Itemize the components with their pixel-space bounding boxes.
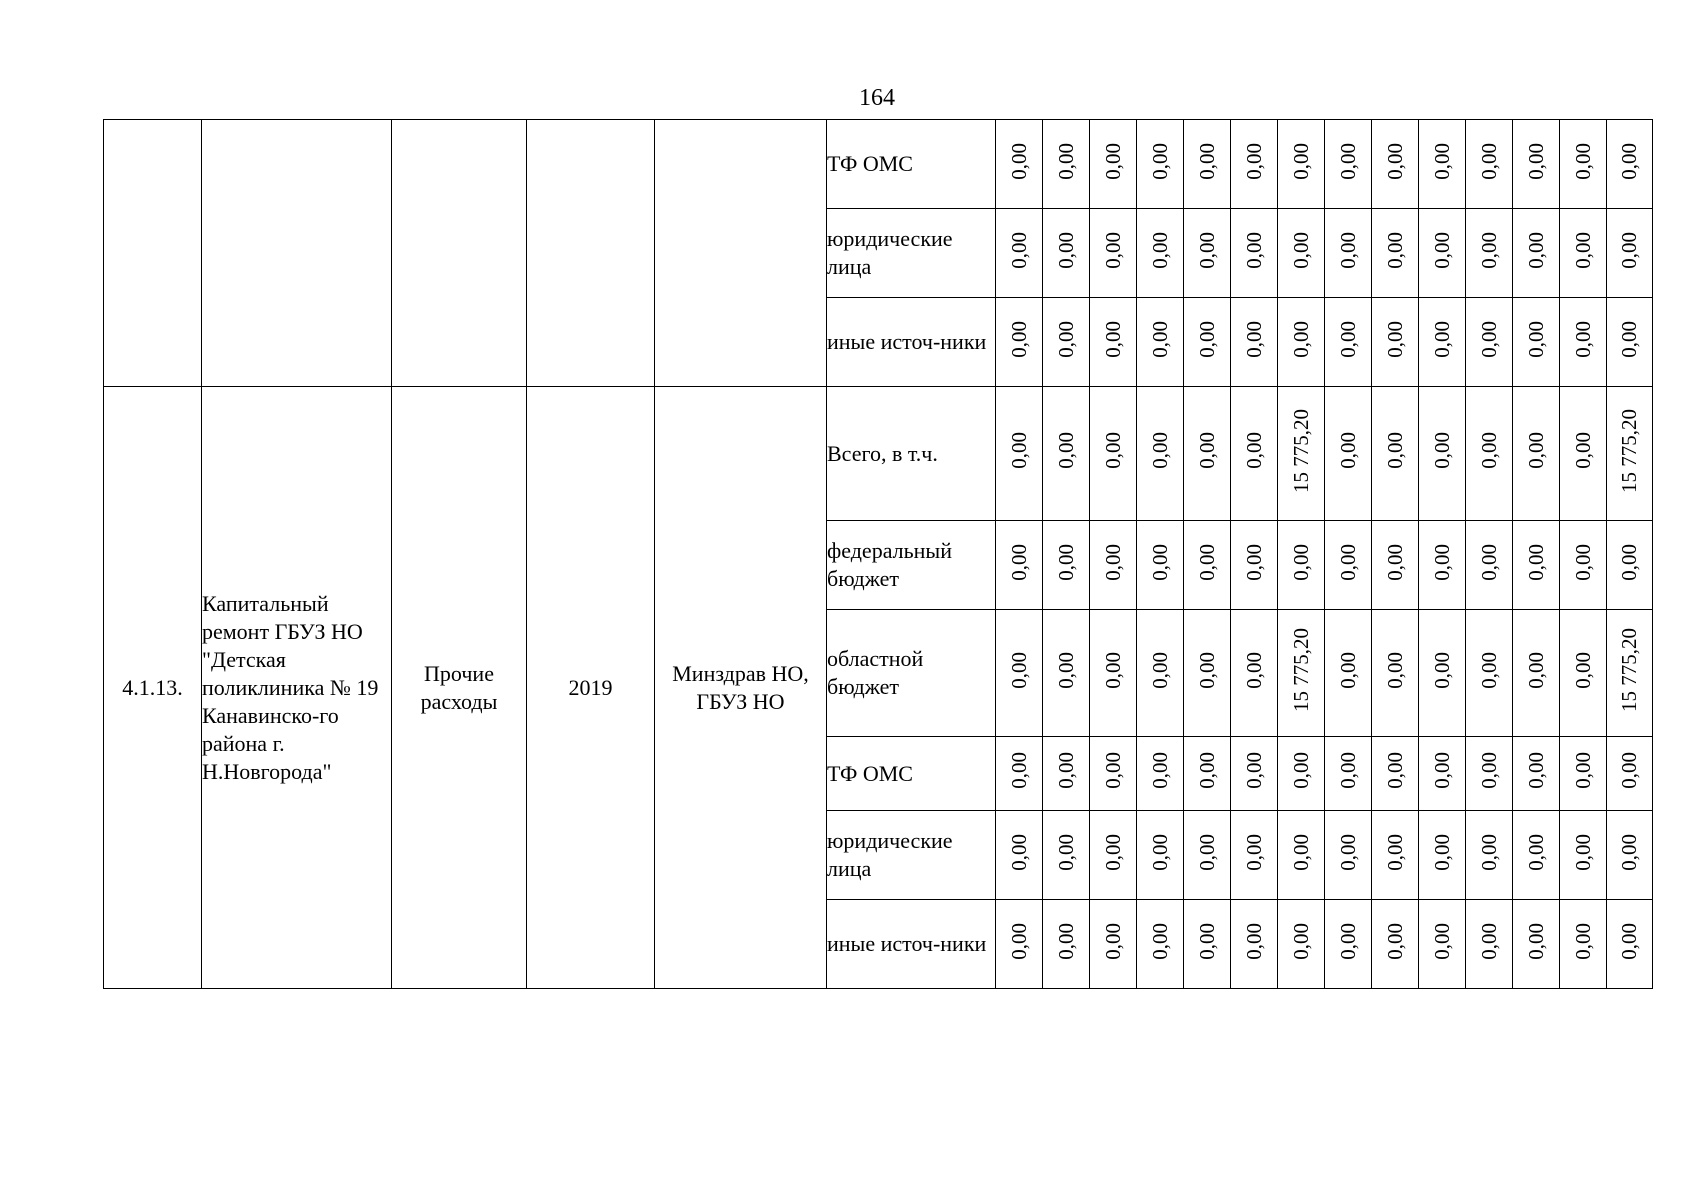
value-cell: 0,00	[1476, 651, 1501, 689]
value-cell: 0,00	[1241, 922, 1266, 960]
cont-type-cell	[392, 120, 527, 387]
value-cell: 0,00	[1382, 320, 1407, 358]
value-cell: 0,00	[1288, 320, 1313, 358]
value-cell: 0,00	[1006, 922, 1031, 960]
value-cell: 0,00	[1100, 231, 1125, 269]
value-cell: 0,00	[1335, 651, 1360, 689]
value-cell: 0,00	[1429, 651, 1454, 689]
funding-source: иные источ-ники	[827, 900, 996, 989]
value-cell: 0,00	[1288, 833, 1313, 871]
value-cell: 0,00	[1100, 752, 1125, 789]
value-cell: 0,00	[1147, 142, 1172, 180]
value-cell: 0,00	[1476, 752, 1501, 789]
value-cell: 0,00	[1429, 320, 1454, 358]
value-cell: 0,00	[1053, 752, 1078, 789]
budget-table	[103, 119, 1653, 989]
value-cell: 0,00	[1006, 543, 1031, 581]
value-cell: 0,00	[1523, 231, 1548, 269]
value-cell: 0,00	[1382, 142, 1407, 180]
value-cell: 0,00	[1053, 320, 1078, 358]
value-cell: 0,00	[1476, 231, 1501, 269]
value-cell: 0,00	[1194, 922, 1219, 960]
value-cell: 0,00	[1194, 142, 1219, 180]
value-cell: 0,00	[1523, 651, 1548, 689]
value-cell: 0,00	[1476, 922, 1501, 960]
value-cell: 0,00	[1147, 231, 1172, 269]
value-cell: 0,00	[1288, 752, 1313, 789]
value-cell: 0,00	[1194, 752, 1219, 789]
project-executor: Минздрав НО, ГБУЗ НО	[655, 387, 827, 989]
value-cell: 0,00	[1100, 432, 1125, 469]
value-cell: 0,00	[1100, 651, 1125, 689]
value-cell: 0,00	[1053, 651, 1078, 689]
table-row	[104, 120, 1653, 209]
value-cell: 0,00	[1570, 543, 1595, 581]
cont-number-cell	[104, 120, 202, 387]
value-cell: 0,00	[1241, 142, 1266, 180]
value-cell: 0,00	[1335, 142, 1360, 180]
value-cell: 0,00	[1476, 142, 1501, 180]
value-cell: 0,00	[1570, 833, 1595, 871]
value-cell: 0,00	[1570, 922, 1595, 960]
value-cell: 0,00	[1053, 922, 1078, 960]
value-cell: 0,00	[1288, 142, 1313, 180]
value-cell: 0,00	[1382, 651, 1407, 689]
value-cell: 0,00	[1382, 231, 1407, 269]
value-cell: 0,00	[1523, 142, 1548, 180]
funding-source: ТФ ОМС	[827, 120, 996, 209]
value-cell: 0,00	[1429, 231, 1454, 269]
value-cell: 0,00	[1335, 543, 1360, 581]
project-year: 2019	[527, 387, 655, 989]
value-cell: 0,00	[1429, 432, 1454, 469]
value-cell: 0,00	[1288, 922, 1313, 960]
value-cell: 0,00	[1006, 320, 1031, 358]
value-cell: 0,00	[1194, 833, 1219, 871]
value-cell: 0,00	[1100, 142, 1125, 180]
funding-source: Всего, в т.ч.	[827, 387, 996, 521]
value-cell: 0,00	[1006, 833, 1031, 871]
value-cell: 0,00	[1100, 320, 1125, 358]
value-cell: 0,00	[1476, 432, 1501, 469]
value-cell: 0,00	[1335, 752, 1360, 789]
value-cell: 0,00	[1053, 432, 1078, 469]
value-cell: 0,00	[1194, 651, 1219, 689]
value-cell: 0,00	[1147, 432, 1172, 469]
value-cell: 0,00	[1100, 543, 1125, 581]
funding-source: федеральный бюджет	[827, 521, 996, 610]
value-cell: 0,00	[1147, 922, 1172, 960]
value-cell: 0,00	[1100, 833, 1125, 871]
value-cell: 0,00	[1523, 320, 1548, 358]
value-cell: 0,00	[1523, 922, 1548, 960]
funding-source: юридические лица	[827, 209, 996, 298]
value-cell: 0,00	[1523, 543, 1548, 581]
value-cell: 0,00	[1617, 320, 1641, 358]
value-cell: 0,00	[1194, 432, 1219, 469]
value-cell: 15 775,20	[1288, 408, 1313, 493]
value-cell: 0,00	[1053, 543, 1078, 581]
value-cell: 0,00	[1570, 651, 1595, 689]
value-cell: 0,00	[1617, 231, 1641, 269]
value-cell: 0,00	[1382, 752, 1407, 789]
expense-type: Прочие расходы	[392, 387, 527, 989]
value-cell: 0,00	[1006, 231, 1031, 269]
value-cell: 0,00	[1382, 543, 1407, 581]
value-cell: 0,00	[1429, 543, 1454, 581]
value-cell: 0,00	[1006, 752, 1031, 789]
project-name: Капитальный ремонт ГБУЗ НО "Детская поликлиника № 19 Канавинско-го района г. Н.Новгорода"	[202, 387, 392, 989]
page-number: 164	[859, 85, 895, 111]
value-cell: 0,00	[1617, 543, 1641, 581]
value-cell: 0,00	[1476, 543, 1501, 581]
funding-source: иные источ-ники	[827, 298, 996, 387]
value-cell: 0,00	[1617, 142, 1641, 180]
value-cell: 0,00	[1241, 432, 1266, 469]
value-cell: 0,00	[1429, 142, 1454, 180]
value-cell: 0,00	[1570, 142, 1595, 180]
value-cell: 0,00	[1006, 432, 1031, 469]
value-cell: 0,00	[1241, 543, 1266, 581]
value-cell: 0,00	[1241, 752, 1266, 789]
value-cell: 0,00	[1476, 320, 1501, 358]
value-cell: 0,00	[1147, 320, 1172, 358]
cont-name-cell	[202, 120, 392, 387]
value-cell: 0,00	[1382, 922, 1407, 960]
value-cell: 0,00	[1006, 142, 1031, 180]
value-cell: 0,00	[1382, 833, 1407, 871]
value-cell: 0,00	[1053, 833, 1078, 871]
value-cell: 0,00	[1147, 833, 1172, 871]
value-cell: 0,00	[1241, 651, 1266, 689]
value-cell: 0,00	[1147, 752, 1172, 789]
funding-source: ТФ ОМС	[827, 737, 996, 811]
value-cell: 0,00	[1335, 833, 1360, 871]
project-number: 4.1.13.	[104, 387, 202, 989]
value-cell: 0,00	[1617, 922, 1641, 960]
value-cell: 0,00	[1570, 231, 1595, 269]
value-cell: 0,00	[1194, 320, 1219, 358]
value-cell: 0,00	[1335, 320, 1360, 358]
value-cell: 0,00	[1523, 432, 1548, 469]
value-cell: 0,00	[1053, 142, 1078, 180]
value-cell: 0,00	[1100, 922, 1125, 960]
value-cell: 0,00	[1241, 320, 1266, 358]
value-cell: 0,00	[1429, 922, 1454, 960]
value-cell: 0,00	[1429, 752, 1454, 789]
value-cell: 0,00	[1006, 651, 1031, 689]
value-cell: 0,00	[1570, 320, 1595, 358]
value-cell: 0,00	[1476, 833, 1501, 871]
value-cell: 0,00	[1335, 231, 1360, 269]
value-cell: 15 775,20	[1288, 628, 1313, 712]
value-cell: 0,00	[1617, 752, 1641, 789]
value-cell: 0,00	[1241, 833, 1266, 871]
value-cell: 0,00	[1147, 651, 1172, 689]
value-cell: 0,00	[1288, 231, 1313, 269]
value-cell: 0,00	[1194, 231, 1219, 269]
value-cell: 0,00	[1617, 833, 1641, 871]
value-cell: 15 775,20	[1617, 408, 1641, 493]
cont-executor-cell	[655, 120, 827, 387]
value-cell: 15 775,20	[1617, 628, 1641, 712]
value-cell: 0,00	[1335, 432, 1360, 469]
value-cell: 0,00	[1570, 432, 1595, 469]
value-cell: 0,00	[1570, 752, 1595, 789]
value-cell: 0,00	[1523, 752, 1548, 789]
funding-source: юридические лица	[827, 811, 996, 900]
value-cell: 0,00	[1335, 922, 1360, 960]
table-row	[104, 387, 1653, 521]
value-cell: 0,00	[1429, 833, 1454, 871]
value-cell: 0,00	[1147, 543, 1172, 581]
value-cell: 0,00	[1523, 833, 1548, 871]
value-cell: 0,00	[1241, 231, 1266, 269]
value-cell: 0,00	[1288, 543, 1313, 581]
value-cell: 0,00	[1053, 231, 1078, 269]
cont-year-cell	[527, 120, 655, 387]
value-cell: 0,00	[1194, 543, 1219, 581]
value-cell: 0,00	[1382, 432, 1407, 469]
funding-source: областной бюджет	[827, 610, 996, 737]
